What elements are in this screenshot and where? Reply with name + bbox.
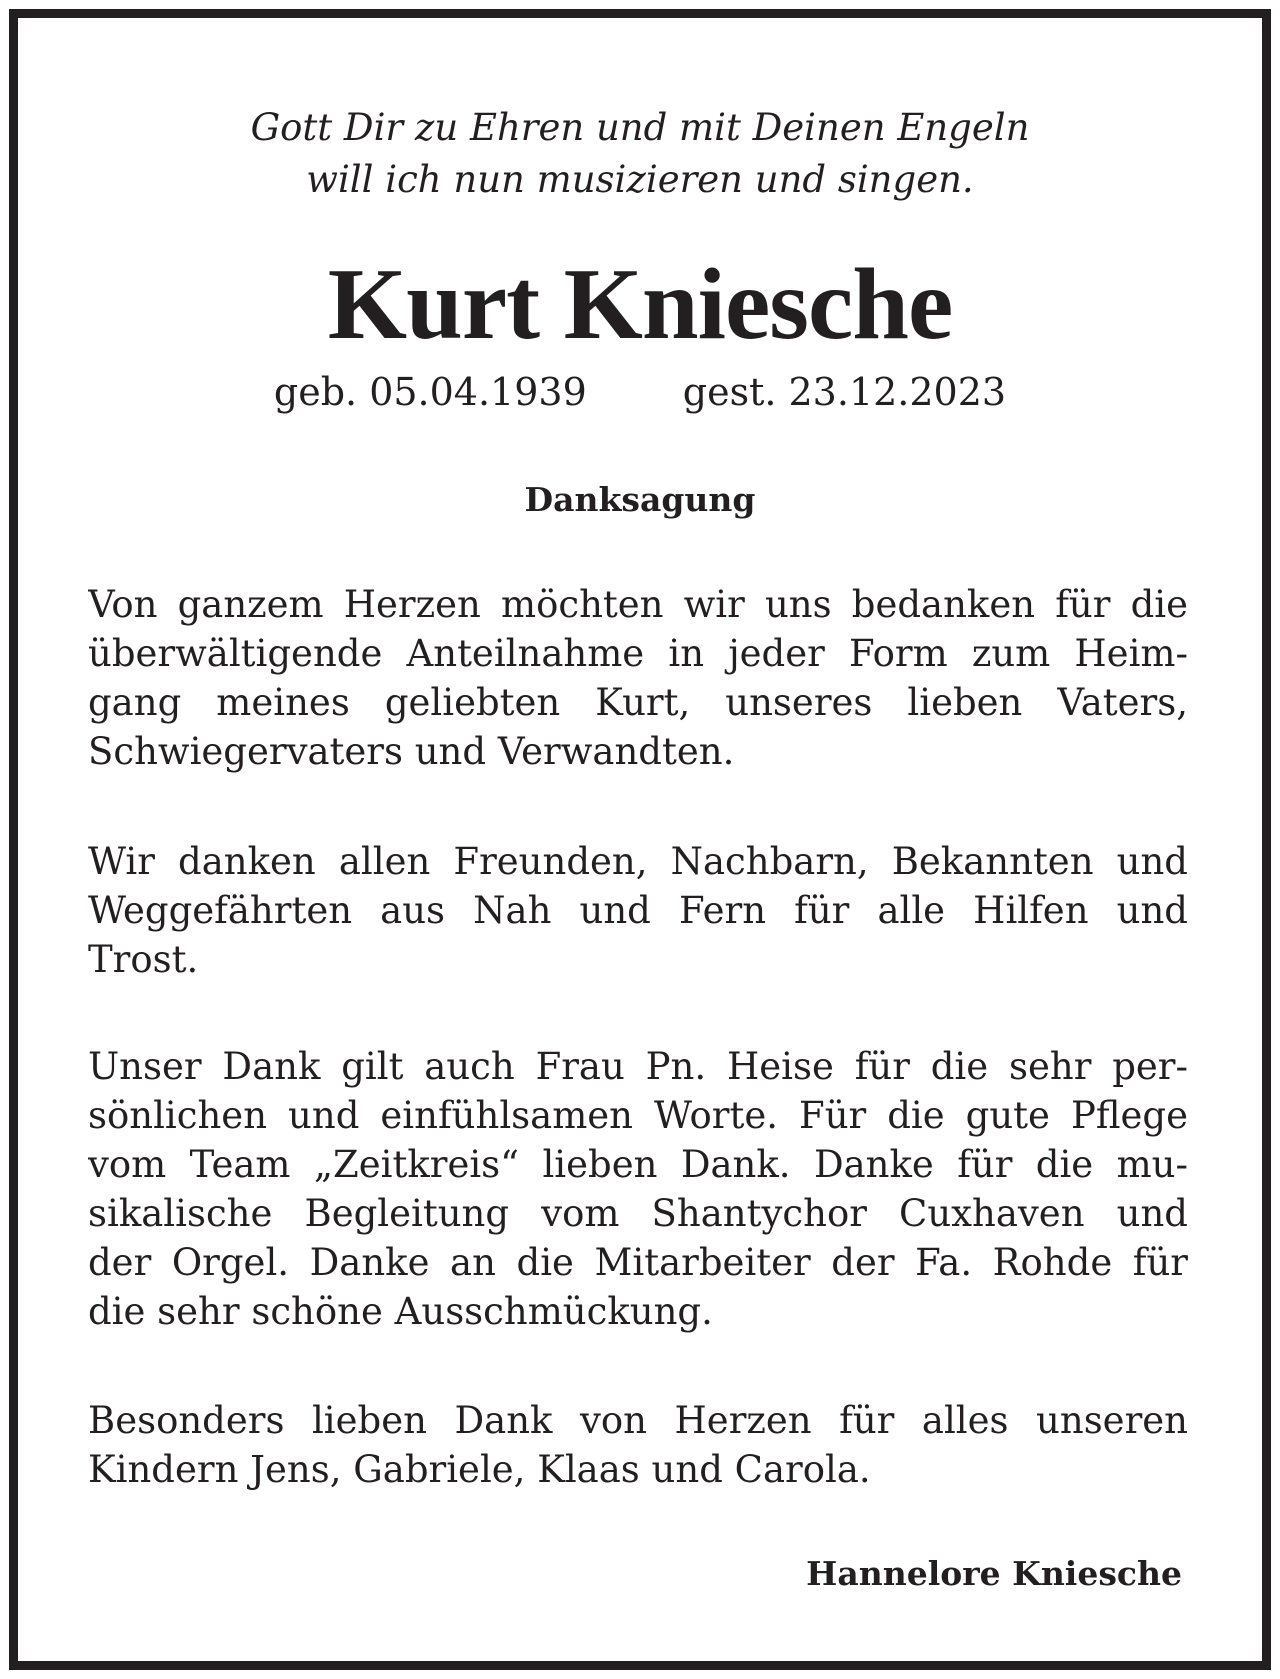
paragraph-3 — [88, 1042, 1188, 1336]
life-dates — [18, 368, 1262, 416]
text-line: sönlichen und einfühlsamen Worte. Für die gute Pflege — [88, 1094, 1188, 1137]
motto-line-2: will ich nun musizieren und singen. — [306, 158, 974, 201]
paragraph-1 — [88, 580, 1188, 776]
text-line: Wir danken allen Freunden, Nachbarn, Bekannten und — [88, 840, 1188, 883]
text-line: die sehr schöne Ausschmückung. — [88, 1290, 713, 1333]
paragraph-4 — [88, 1396, 1188, 1494]
text-line: sikalische Begleitung vom Shantychor Cuxhaven und — [88, 1192, 1188, 1235]
text-line: Kindern Jens, Gabriele, Klaas und Carola. — [88, 1448, 871, 1491]
birth-date: geb. 05.04.1939 — [273, 370, 587, 414]
text-line: Schwiegervaters und Verwandten. — [88, 730, 735, 773]
text-line: gang meines geliebten Kurt, unseres lieben Vaters, — [88, 681, 1188, 724]
text-line: Besonders lieben Dank von Herzen für alles unseren — [88, 1399, 1188, 1442]
text-line: der Orgel. Danke an die Mitarbeiter der Fa. Rohde für — [88, 1241, 1188, 1284]
text-line: Trost. — [88, 938, 199, 981]
text-line: Weggefährten aus Nah und Fern für alle Hilfen und — [88, 889, 1188, 932]
obituary-notice — [9, 9, 1271, 1670]
deceased-name: Kurt Kniesche — [327, 248, 953, 361]
paragraph-2 — [88, 837, 1188, 984]
motto-verse — [18, 102, 1262, 206]
text-line: überwältigende Anteilnahme in jeder Form zum Heim- — [88, 632, 1188, 675]
text-line: Unser Dank gilt auch Frau Pn. Heise für die sehr per- — [88, 1045, 1188, 1088]
text-line: vom Team „Zeitkreis“ lieben Dank. Danke für die mu- — [88, 1143, 1188, 1186]
signature: Hannelore Kniesche — [806, 1554, 1182, 1593]
section-heading: Danksagung — [524, 480, 756, 519]
motto-line-1: Gott Dir zu Ehren und mit Deinen Engeln — [250, 106, 1030, 149]
text-line: Von ganzem Herzen möchten wir uns bedanken für die — [88, 583, 1188, 626]
death-date: gest. 23.12.2023 — [682, 370, 1007, 414]
